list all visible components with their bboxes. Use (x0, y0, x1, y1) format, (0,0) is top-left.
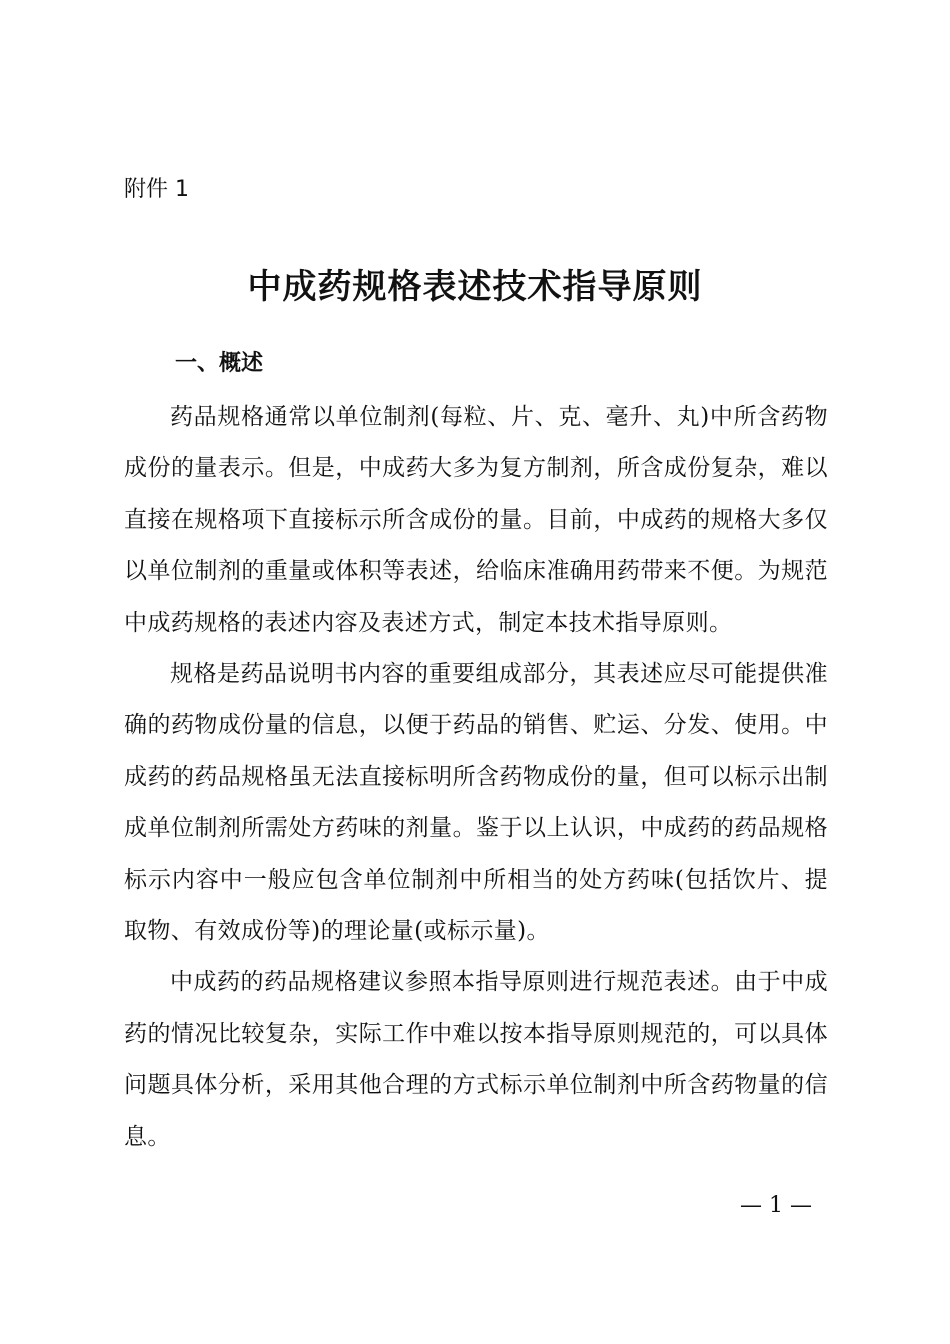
section-heading-overview: 一、概述 (175, 351, 264, 376)
paragraph: 中成药的药品规格建议参照本指导原则进行规范表述。由于中成药的情况比较复杂，实际工作中难以按本指导原则规范的，可以具体问题具体分析，采用其他合理的方式标示单位制剂中所含药物量的信息。 (124, 969, 828, 1150)
section-body-overview (124, 392, 828, 1163)
paragraph: 规格是药品说明书内容的重要组成部分，其表述应尽可能提供准确的药物成份量的信息，以便于药品的销售、贮运、分发、使用。中成药的药品规格虽无法直接标明所含药物成份的量，但可以标示出制成单位制剂所需处方药味的剂量。鉴于以上认识，中成药的药品规格标示内容中一般应包含单位制剂中所相当的处方药味(包括饮片、提取物、有效成份等)的理论量(或标示量)。 (124, 661, 828, 945)
paragraph: 药品规格通常以单位制剂(每粒、片、克、毫升、丸)中所含药物成份的量表示。但是，中成药大多为复方制剂，所含成份复杂，难以直接在规格项下直接标示所含成份的量。目前，中成药的规格大多仅以单位制剂的重量或体积等表述，给临床准确用药带来不便。为规范中成药规格的表述内容及表述方式，制定本技术指导原则。 (124, 404, 828, 636)
page-number: — 1 — (740, 1193, 812, 1218)
attachment-label: 附件 1 (124, 177, 189, 202)
document-title: 中成药规格表述技术指导原则 (247, 267, 703, 307)
